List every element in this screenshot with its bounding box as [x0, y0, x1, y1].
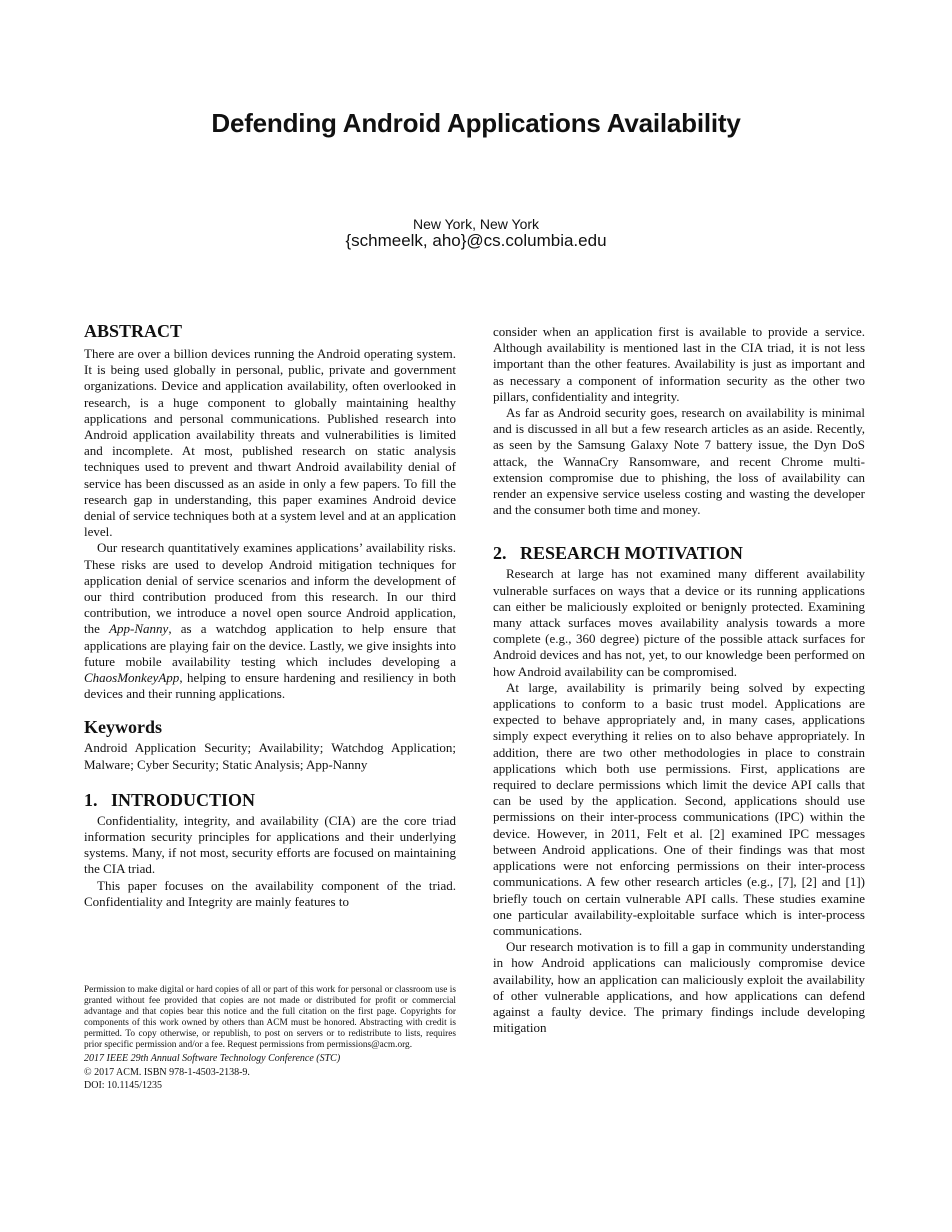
- app-nanny-term: App-Nanny: [109, 621, 169, 637]
- motivation-heading: 2. RESEARCH MOTIVATION: [493, 543, 743, 564]
- chaosmonkeyapp-term: ChaosMonkeyApp: [84, 670, 180, 686]
- motivation-paragraph-1: Research at large has not examined many different availability vulnerable surfaces on ways that a device or its running applications can either be maliciously exploited or benignly protected. Examining many attack surfaces moves availability analysis towards a more complete (e.g., 360 degree) picture of the possible attack surfaces for Android devices and has not, yet, to our knowledge been performed on how Android availability can be compromised.: [493, 566, 865, 679]
- paper-title: Defending Android Applications Availability: [211, 108, 741, 138]
- abstract-heading: ABSTRACT: [84, 321, 183, 341]
- abstract-p2-text-b: , as a watchdog application to help ensure that applications are playing fair on the device. Lastly, we give insights into future mobile availability testing which includes developing a: [84, 621, 456, 669]
- motivation-paragraph-3: Our research motivation is to fill a gap in community understanding in how Android applications can maliciously compromise device availability, how an application can maliciously exploit the availability of other vulnerable applications, and how applications can defend against a faulty device. The primary findings include developing mitigation: [493, 939, 865, 1036]
- copyright-line: © 2017 ACM. ISBN 978-1-4503-2138-9.: [84, 1066, 250, 1078]
- introduction-paragraph-1: Confidentiality, integrity, and availability (CIA) are the core triad information security principles for applications and their underlying systems. Many, if not most, security efforts are focused on maintaining the CIA triad.: [84, 812, 456, 877]
- author-location: New York, New York: [412, 216, 540, 232]
- abstract-paragraph-1: There are over a billion devices running the Android operating system. It is being used globally in personal, public, private and government organizations. Device and application availability, often overlooked in research, is a huge component to globally maintaining healthy applications and personal communications. Published research into Android application availability threats and vulnerabilities is limited and incomplete. At most, published research on static analysis techniques used to prevent and thwart Android availability denial of service has been discussed as an aside in only a few papers. To fill the research gap in understanding, this paper examines Android device denial of service techniques both at a system level and at an application level.: [84, 346, 456, 540]
- android-security-paragraph: As far as Android security goes, research on availability is minimal and is discussed in all but a few research articles as an aside. Recently, as seen by the Samsung Galaxy Note 7 battery issue, the Dyn DoS attack, the WannaCry Ransomware, and recent Chrome multi-extension compromise due to phishing, the loss of availability can render an expensive service useless costing and wasting the developer and the consumer both time and money.: [493, 405, 865, 518]
- permission-notice: Permission to make digital or hard copies of all or part of this work for personal or classroom use is granted without fee provided that copies are not made or distributed for profit or commercial advantage and that copies bear this notice and the full citation on the first page. Copyrights for components of this work owned by others than ACM must be honored. Abstracting with credit is permitted. To copy otherwise, or republish, to post on servers or to redistribute to lists, requires prior specific permission and/or a fee. Request permissions from permissions@acm.org.: [84, 985, 456, 1050]
- introduction-continued-paragraph: consider when an application first is available to provide a service. Although availability is mentioned last in the CIA triad, it is not less important than the other features. Availability is just as important and as necessary a component of information security as the other two pillars, confidentiality and integrity.: [493, 324, 865, 404]
- keywords-heading: Keywords: [84, 717, 162, 738]
- motivation-paragraph-2: At large, availability is primarily being solved by expecting applications to conform to a basic trust model. Applications are expected to behave appropriately and, in many cases, applications simply expect everything it relies on to also behave appropriately. In addition, there are two other methodologies in place to constrain applications which both use permissions. First, applications are required to declare permissions which limit the device API calls that can be used by the application. Second, applications should use permissions on their inter-process communications (IPC) within the device. However, in 2011, Felt et al. [2] examined IPC messages between Android applications. One of their findings was that most applications were not enforcing permissions on their inter-process communications. A few other research articles (e.g., [7], [2] and [1]) briefly touch on certain vulnerable API calls. These studies examine one particular availability-exploitable surface which is inter-process communications.: [493, 679, 865, 938]
- right-column: [493, 324, 865, 1036]
- permission-block: [84, 985, 456, 1093]
- introduction-paragraph-2: This paper focuses on the availability component of the triad. Confidentiality and Integrity are mainly features to: [84, 877, 456, 909]
- conference-name: 2017 IEEE 29th Annual Software Technology Conference (STC): [84, 1053, 341, 1064]
- doi-line: DOI: 10.1145/1235: [84, 1080, 162, 1091]
- left-column: [84, 320, 456, 910]
- abstract-p2-text-c: , helping to ensure hardening and resiliency in both devices and their running applications.: [84, 670, 456, 702]
- abstract-paragraph-2: [84, 540, 456, 702]
- keywords-text: Android Application Security; Availability; Watchdog Application; Malware; Cyber Security; Static Analysis; App-Nanny: [84, 740, 456, 772]
- introduction-heading: 1. INTRODUCTION: [84, 789, 256, 810]
- abstract-p2-text-a: Our research quantitatively examines applications’ availability risks. These risks are used to develop Android mitigation techniques for application denial of service scenarios and inform the development of our third contribution produced from this research. In our third contribution, we introduce a novel open source Android application, the: [84, 540, 456, 637]
- author-affiliation: [0, 216, 952, 250]
- author-email: {schmeelk, aho}@cs.columbia.edu: [345, 231, 607, 250]
